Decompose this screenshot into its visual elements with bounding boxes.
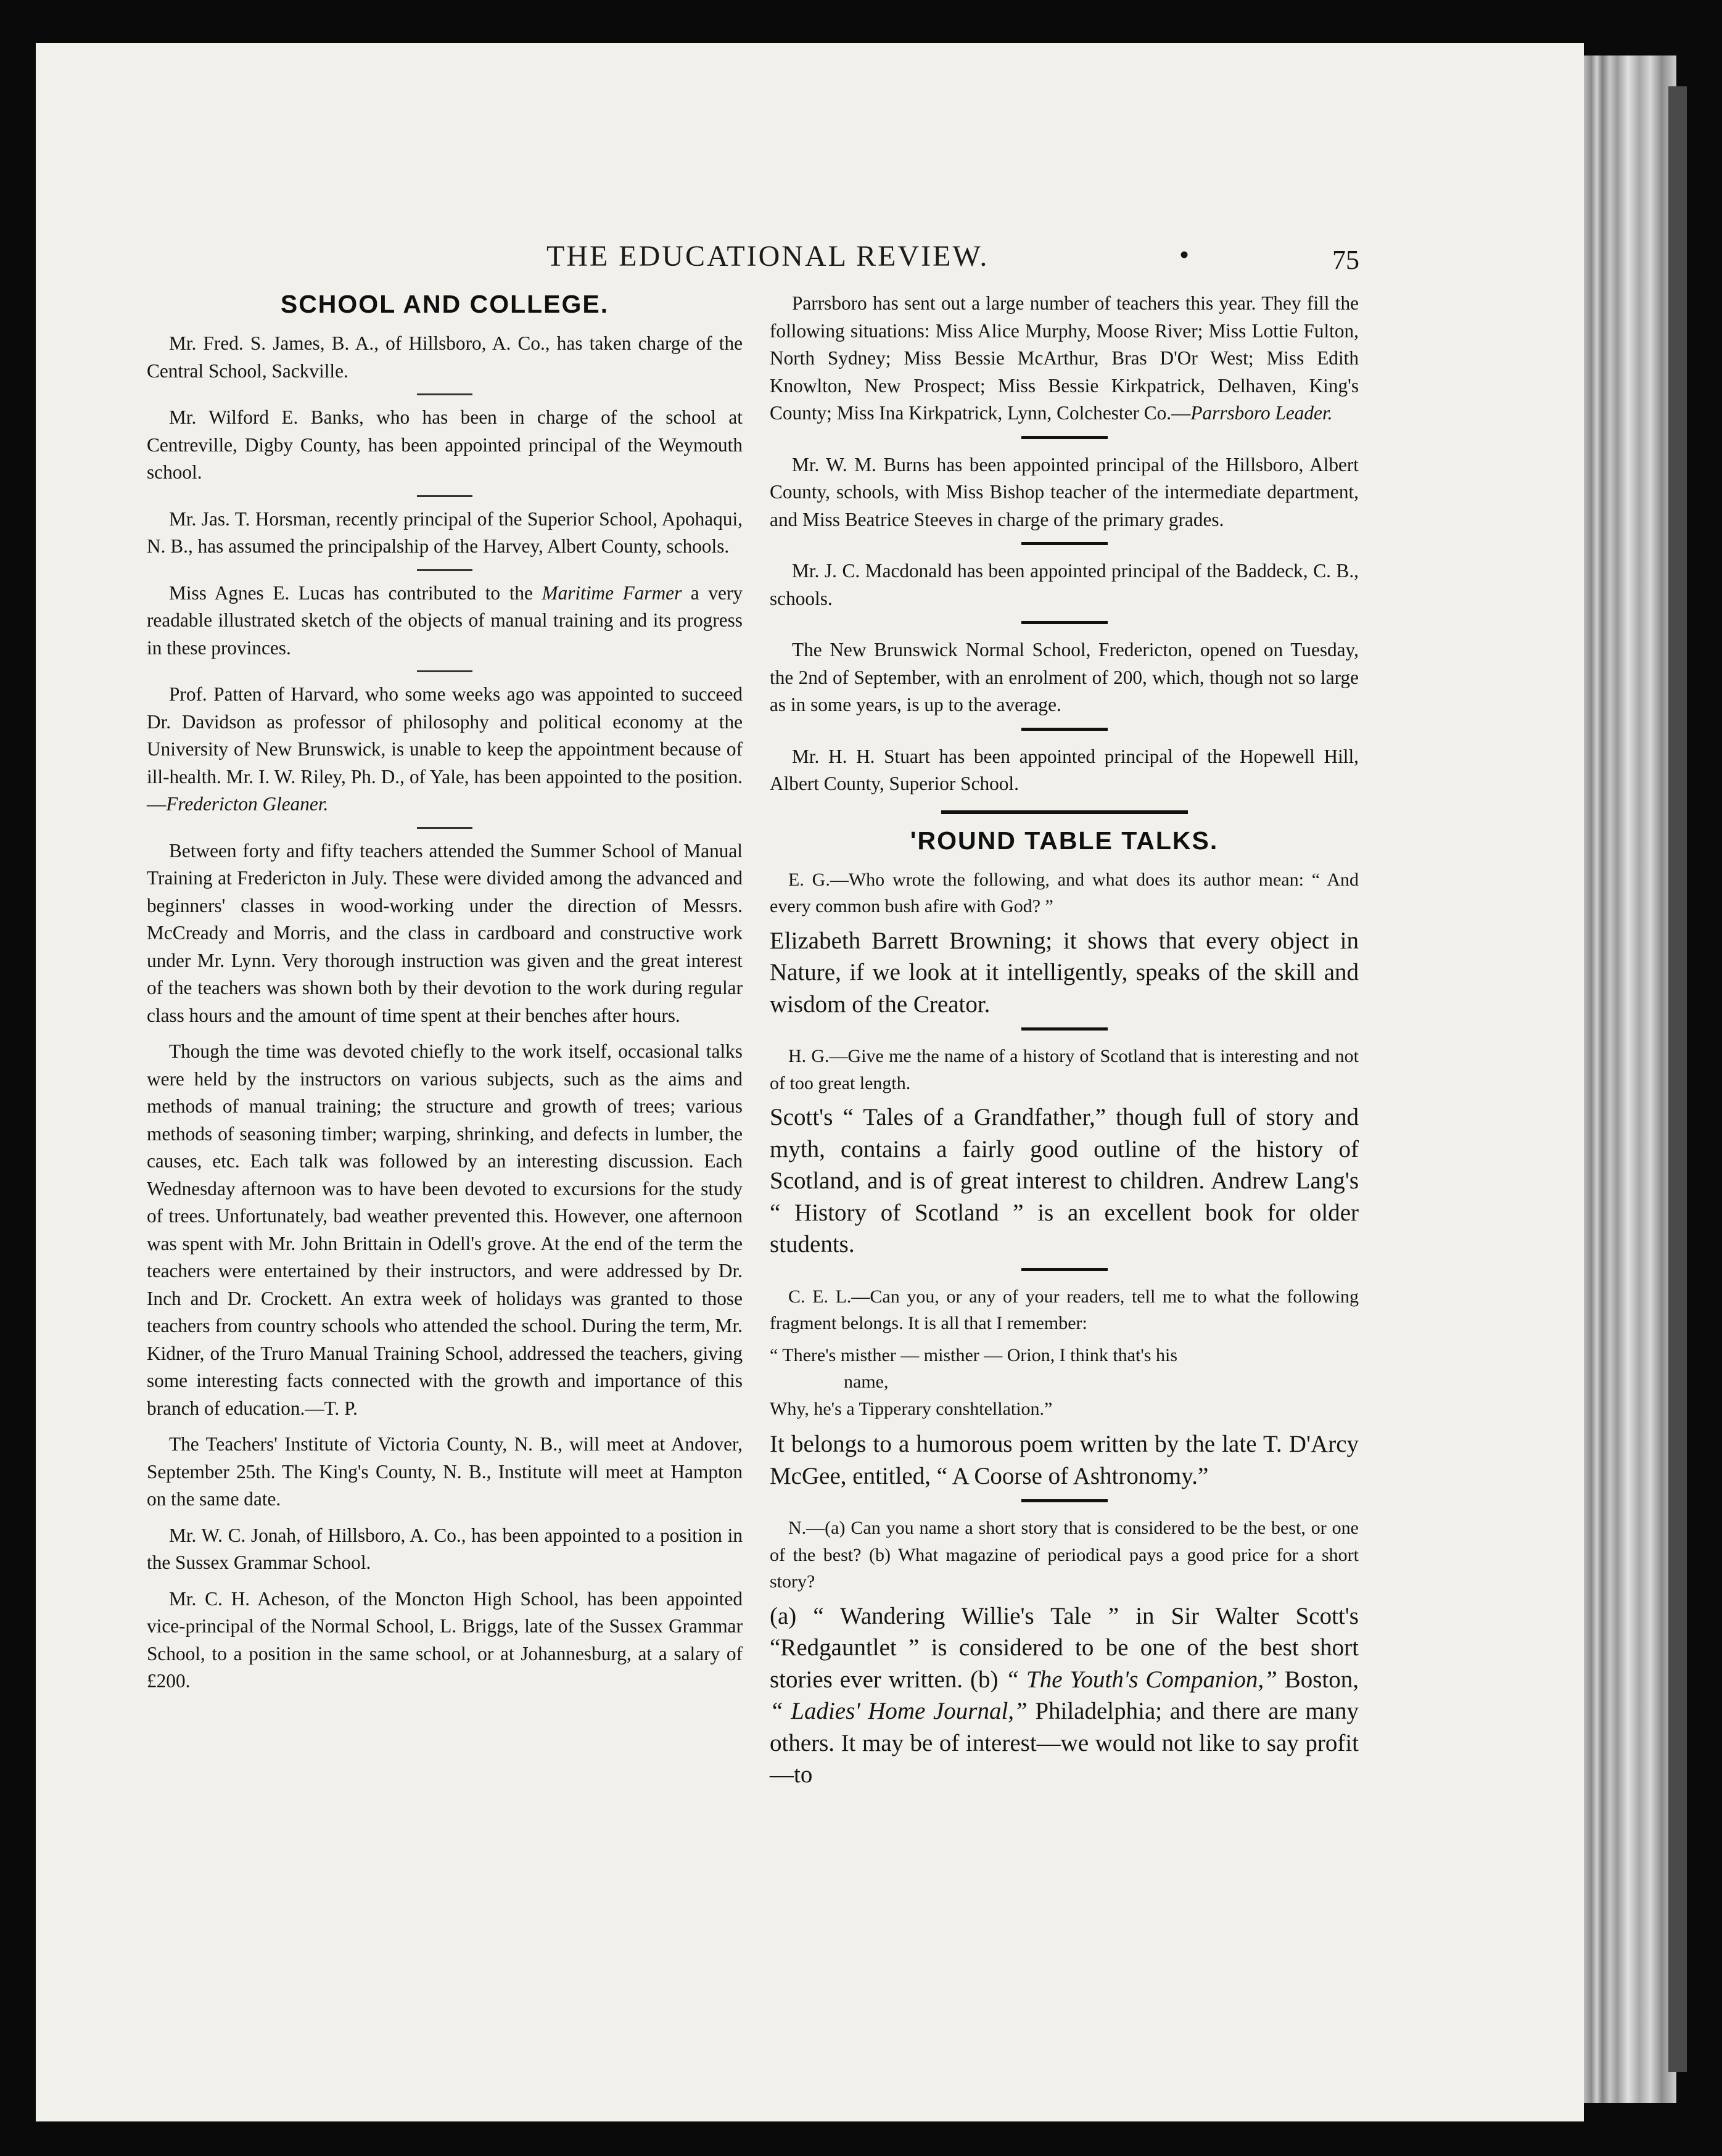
editor-answer: Scott's “ Tales of a Grandfather,” though full of story and myth, contains a fairly good outline of the history of Scotland, and is of great interest to children. Andrew Lang's “ History of Scotland ” is an excellent book for older students. (770, 1104, 1359, 1257)
quoted-verse (770, 1342, 1359, 1423)
news-item: Mr. W. C. Jonah, of Hillsboro, A. Co., has been appointed to a position in the Sussex Grammar School. (147, 1524, 743, 1573)
editor-answer: Elizabeth Barrett Browning; it shows that every object in Nature, if we look at it intelligently, speaks of the skill and wisdom of the Creator. (770, 927, 1359, 1018)
source-credit: Parrsboro Leader. (1190, 402, 1333, 424)
news-item (147, 580, 743, 662)
text-run: a very readable illustrated sketch of the objects of manual training and its progress in these provinces. (147, 582, 743, 659)
page-number: 75 (1332, 245, 1359, 275)
verse-line: name, (844, 1372, 889, 1392)
page-edge-shadow (1668, 86, 1687, 2072)
separator (1021, 621, 1108, 624)
separator (1021, 1499, 1108, 1502)
news-item: Between forty and fifty teachers attended the Summer School of Manual Training at Fredericton in July. These were divided among the advanced and beginners' classes in wood-working under the direction of Messrs. McCready and Morris, and the class in cardboard and constructive work under Mr. Lynn. Very thorough instruction was given and the great interest of the teachers was shown both by their devotion to the work during regular class hours and the amount of time spent at their benches after hours. (147, 839, 743, 1026)
separator (1021, 728, 1108, 731)
section-title-school-and-college: SCHOOL AND COLLEGE. (280, 290, 609, 318)
page-edge (1584, 56, 1676, 2103)
verse-line: “ There's misther — misther — Orion, I think that's his (770, 1344, 1177, 1365)
news-item: Mr. C. H. Acheson, of the Moncton High School, has been appointed vice-principal of the Normal School, L. Briggs, late of the Sussex Grammar School, to a position in the same school, or at Johannesburg, at a salary of £200. (147, 1587, 743, 1692)
text-run: Prof. Patten of Harvard, who some weeks ago was appointed to succeed Dr. Davidson as professor of philosophy and political economy at the University of New Brunswick, is unable to keep the appointment because of ill-health. Mr. I. W. Riley, Ph. D., of Yale, has been appointed to the position.— (147, 683, 743, 815)
reader-question: N.—(a) Can you name a short story that is considered to be the best, or one of the best? (b) What magazine of periodical pays a good price for a short story? (770, 1518, 1359, 1592)
separator (417, 393, 472, 395)
text-run: Boston, (1277, 1666, 1359, 1693)
news-item: Mr. W. M. Burns has been appointed principal of the Hillsboro, Albert County, schools, with Miss Bishop teacher of the intermediate department, and Miss Beatrice Steeves in charge of the primary grades. (770, 453, 1359, 530)
text-run: Miss Agnes E. Lucas has contributed to the (169, 582, 542, 604)
left-column (147, 290, 743, 1704)
text-run: Philadelphia; and there are many others. It may be of interest—we would not like to say profit—to (770, 1698, 1359, 1788)
separator (1021, 436, 1108, 439)
text-run: Parrsboro has sent out a large number of teachers this year. They fill the following situations: Miss Alice Murphy, Moose River; Miss Lottie Fulton, North Sydney; Miss Bessie McArthur, Bras D'Or West; Miss Edith Knowlton, New Prospect; Miss Bessie Kirkpatrick, Delhaven, King's County; Miss Ina Kirkpatrick, Lynn, Colchester Co.— (770, 292, 1359, 424)
source-credit: Fredericton Gleaner. (166, 793, 329, 815)
header-dot: • (1179, 239, 1190, 270)
separator (1021, 1027, 1108, 1031)
news-item: Mr. Fred. S. James, B. A., of Hillsboro, A. Co., has taken charge of the Central School, Sackville. (147, 332, 743, 382)
news-item: Mr. Wilford E. Banks, who has been in charge of the school at Centreville, Digby County, has been appointed principal of the Weymouth school. (147, 406, 743, 483)
verse-line: Why, he's a Tipperary conshtellation.” (770, 1398, 1053, 1419)
news-item: Mr. J. C. Macdonald has been appointed principal of the Baddeck, C. B., schools. (770, 560, 1359, 609)
running-head: THE EDUCATIONAL REVIEW. (546, 240, 989, 273)
publication-title: Maritime Farmer (542, 582, 682, 604)
news-item: The Teachers' Institute of Victoria County, N. B., will meet at Andover, September 25th. The King's County, N. B., Institute will meet at Hampton on the same date. (147, 1433, 743, 1510)
separator (417, 827, 472, 829)
section-title-round-table-talks: 'ROUND TABLE TALKS. (910, 826, 1219, 855)
separator (417, 495, 472, 497)
news-item (147, 681, 743, 818)
publication-title: “ Ladies' Home Journal,” (770, 1698, 1028, 1724)
separator (417, 670, 472, 672)
publication-title: “ The Youth's Companion,” (1005, 1666, 1277, 1693)
reader-question: C. E. L.—Can you, or any of your readers, tell me to what the following fragment belongs. It is all that I remember: (770, 1286, 1359, 1333)
reader-question: H. G.—Give me the name of a history of Scotland that is interesting and not of too great length. (770, 1046, 1359, 1093)
separator (417, 569, 472, 571)
editor-answer (770, 1600, 1359, 1791)
news-item: Mr. H. H. Stuart has been appointed principal of the Hopewell Hill, Albert County, Superior School. (770, 745, 1359, 794)
right-column (770, 290, 1359, 1797)
news-item: Mr. Jas. T. Horsman, recently principal of the Superior School, Apohaqui, N. B., has assumed the principalship of the Harvey, Albert County, schools. (147, 508, 743, 557)
section-rule (941, 810, 1188, 814)
news-item (770, 290, 1359, 427)
separator (1021, 542, 1108, 545)
editor-answer: It belongs to a humorous poem written by the late T. D'Arcy McGee, entitled, “ A Coorse of Ashtronomy.” (770, 1431, 1359, 1489)
separator (1021, 1268, 1108, 1271)
reader-question: E. G.—Who wrote the following, and what does its author mean: “ And every common bush afire with God? ” (770, 869, 1359, 916)
text-run: (a) “ Wandering Willie's Tale ” in Sir Walter Scott's “Redgauntlet ” is considered to be one of the best short stories ever written. (b) (770, 1602, 1359, 1693)
news-item: Though the time was devoted chiefly to the work itself, occasional talks were held by the instructors on various subjects, such as the aims and methods of manual training; the structure and growth of trees; various methods of seasoning timber; warping, shrinking, and defects in lumber, the causes, etc. Each talk was followed by an interesting discussion. Each Wednesday afternoon was to have been devoted to excursions for the study of trees. Unfortunately, bad weather prevented this. However, one afternoon was spent with Mr. John Brittain in Odell's grove. At the end of the term the teachers were entertained by their instructors, and were addressed by Dr. Inch and Dr. Crockett. An extra week of holidays was granted to those teachers from country schools who attended the school. During the term, Mr. Kidner, of the Truro Manual Training School, addressed the teachers, giving some interesting facts connected with the growth and importance of this branch of education.—T. P. (147, 1040, 743, 1419)
news-item: The New Brunswick Normal School, Fredericton, opened on Tuesday, the 2nd of September, with an enrolment of 200, which, though not so large as in some years, is up to the average. (770, 639, 1359, 715)
